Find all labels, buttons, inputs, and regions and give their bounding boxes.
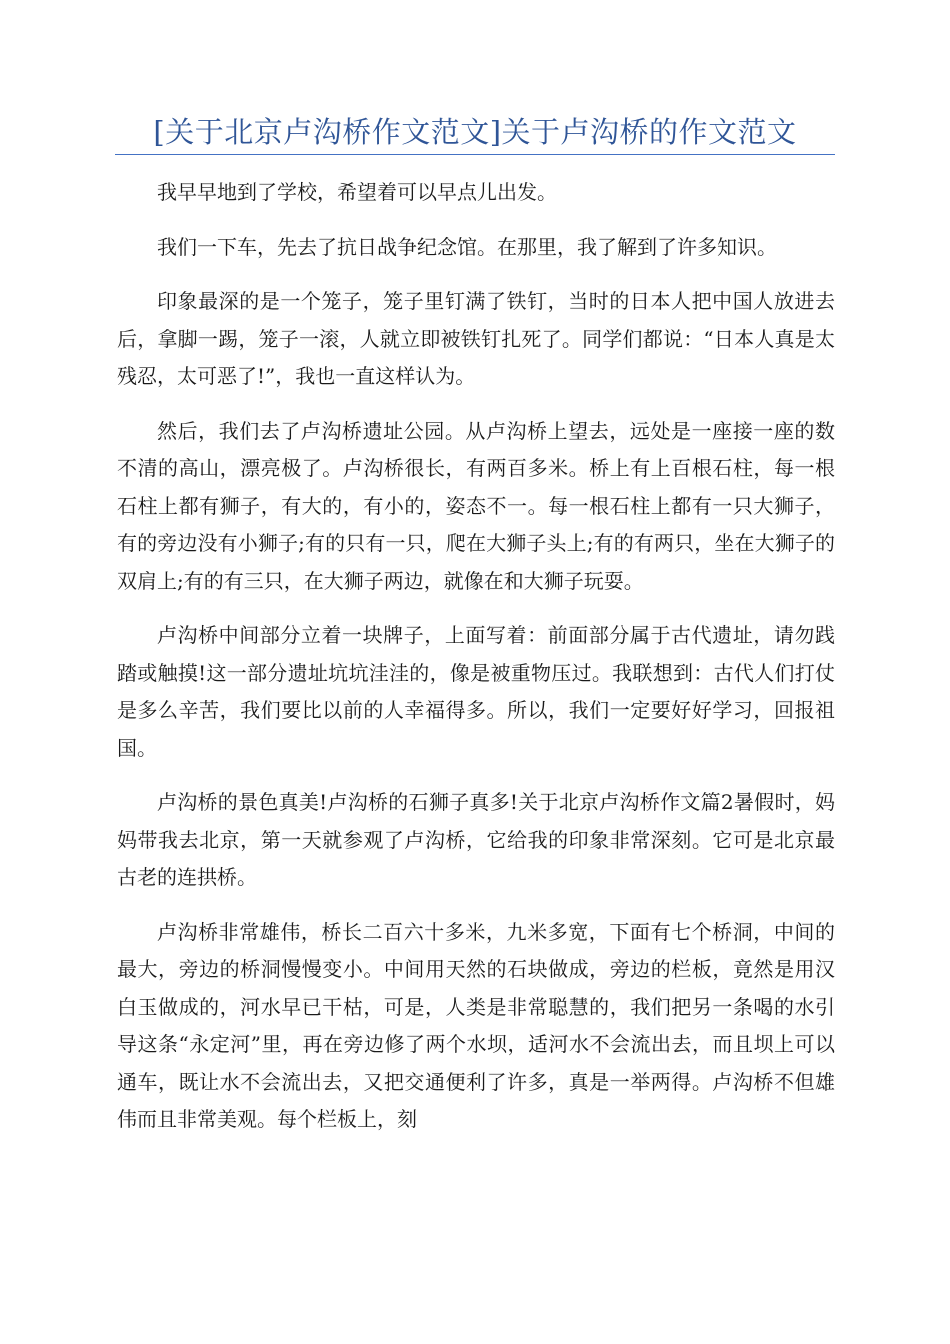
paragraph-6: 卢沟桥的景色真美!卢沟桥的石狮子真多!关于北京卢沟桥作文篇2暑假时，妈妈带我去北京，第一天就参观了卢沟桥，它给我的印象非常深刻。它可是北京最古老的连拱桥。 <box>117 790 835 889</box>
paragraph-3: 印象最深的是一个笼子，笼子里钉满了铁钉，当时的日本人把中国人放进去后，拿脚一踢，笼子一滚，人就立即被铁钉扎死了。同学们都说：“日本人真是太残忍，太可恶了!”，我也一直这样认为。 <box>117 289 835 388</box>
paragraph-1: 我早早地到了学校，希望着可以早点儿出发。 <box>157 180 557 204</box>
paragraph-7: 卢沟桥非常雄伟，桥长二百六十多米，九米多宽，下面有七个桥洞，中间的最大，旁边的桥洞慢慢变小。中间用天然的石块做成，旁边的栏板，竟然是用汉白玉做成的，河水早已干枯，可是，人类是非常聪慧的，我们把另一条喝的水引导这条“永定河”里，再在旁边修了两个水坝，适河水不会流出去，而且坝上可以通车，既让水不会流出去，又把交通便利了许多，真是一举两得。卢沟桥不但雄伟而且非常美观。每个栏板上，刻 <box>117 919 835 1131</box>
title-underline <box>115 154 835 155</box>
paragraph-2: 我们一下车，先去了抗日战争纪念馆。在那里，我了解到了许多知识。 <box>157 234 777 259</box>
paragraph-4: 然后，我们去了卢沟桥遗址公园。从卢沟桥上望去，远处是一座接一座的数不清的高山，漂亮极了。卢沟桥很长，有两百多米。桥上有上百根石柱，每一根石柱上都有狮子，有大的，有小的，姿态不一。每一根石柱上都有一只大狮子，有的旁边没有小狮子;有的只有一只，爬在大狮子头上;有的有两只，坐在大狮子的双肩上;有的有三只，在大狮子两边，就像在和大狮子玩耍。 <box>117 418 835 593</box>
document-title: [关于北京卢沟桥作文范文]关于卢沟桥的作文范文 <box>153 115 797 149</box>
document-body <box>117 174 835 1156</box>
paragraph-5: 卢沟桥中间部分立着一块牌子，上面写着：前面部分属于古代遗址，请勿践踏或触摸!这一部分遗址坑坑洼洼的，像是被重物压过。我联想到：古代人们打仗是多么辛苦，我们要比以前的人幸福得多。所以，我们一定要好好学习，回报祖国。 <box>117 623 835 760</box>
